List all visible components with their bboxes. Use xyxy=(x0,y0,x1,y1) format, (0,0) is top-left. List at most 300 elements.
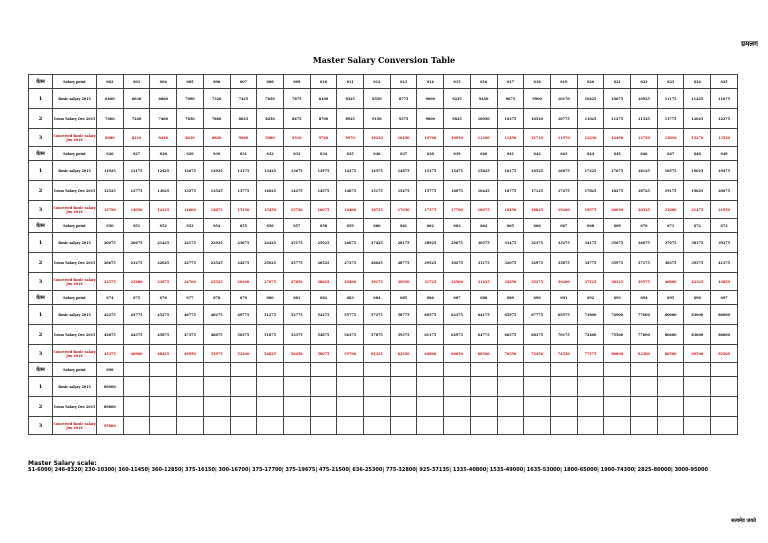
salary-point-cell: S97 xyxy=(711,291,738,305)
salary-scale-note xyxy=(28,460,744,474)
value-cell xyxy=(337,397,364,417)
value-cell: 22925 xyxy=(203,233,230,253)
value-cell: 7650 xyxy=(177,109,204,129)
value-cell: 92500 xyxy=(711,345,738,363)
header-sub-cell: Salary point xyxy=(53,147,97,161)
value-cell: 20075 xyxy=(711,181,738,201)
value-cell: 80800 xyxy=(604,345,631,363)
value-cell xyxy=(711,417,738,435)
salary-point-cell: S37 xyxy=(390,147,417,161)
header-label-cell: वेतन xyxy=(29,219,53,233)
value-cell: 12425 xyxy=(150,161,177,181)
value-cell: 28625 xyxy=(310,273,337,291)
value-cell: 8025 xyxy=(230,109,257,129)
value-cell: 71800 xyxy=(577,305,604,325)
value-cell xyxy=(524,417,551,435)
table-row xyxy=(29,377,738,397)
salary-point-cell: S12 xyxy=(364,75,391,89)
salary-point-cell: S14 xyxy=(417,75,444,89)
value-cell: 30575 xyxy=(470,233,497,253)
value-cell xyxy=(150,377,177,397)
value-cell: 7000 xyxy=(97,109,124,129)
value-cell: 58075 xyxy=(310,345,337,363)
value-cell: 32075 xyxy=(497,253,524,273)
value-cell: 11675 xyxy=(711,89,738,109)
value-cell: 61175 xyxy=(417,325,444,345)
value-cell: 72400 xyxy=(577,325,604,345)
value-cell: 86000 xyxy=(711,305,738,325)
value-cell xyxy=(337,417,364,435)
salary-point-cell: S49 xyxy=(711,147,738,161)
value-cell: 7090 xyxy=(177,89,204,109)
value-cell xyxy=(390,377,417,397)
value-cell: 62375 xyxy=(444,305,471,325)
value-cell: 7460 xyxy=(150,109,177,129)
value-cell: 65975 xyxy=(497,305,524,325)
value-cell xyxy=(177,377,204,397)
value-cell: 14875 xyxy=(390,161,417,181)
salary-point-cell: S42 xyxy=(524,147,551,161)
salary-point-cell: S48 xyxy=(684,147,711,161)
value-cell: 26525 xyxy=(310,253,337,273)
value-cell: 17825 xyxy=(577,181,604,201)
value-cell: 6630 xyxy=(123,89,150,109)
salary-point-cell: S03 xyxy=(123,75,150,89)
value-cell: 34175 xyxy=(577,233,604,253)
value-cell: 10170 xyxy=(550,89,577,109)
table-row xyxy=(29,397,738,417)
salary-point-cell: S81 xyxy=(283,291,310,305)
salary-point-cell: S93 xyxy=(604,291,631,305)
row-label-cell: Basic salary 2015 xyxy=(53,89,97,109)
salary-point-cell xyxy=(550,363,577,377)
value-cell: 14275 xyxy=(283,181,310,201)
salary-point-cell: S28 xyxy=(150,147,177,161)
value-cell: 95800 xyxy=(97,417,124,435)
value-cell xyxy=(470,377,497,397)
value-cell xyxy=(444,417,471,435)
value-cell xyxy=(123,377,150,397)
value-cell: 21275 xyxy=(123,253,150,273)
value-cell: 83000 xyxy=(684,305,711,325)
value-cell xyxy=(417,417,444,435)
value-cell: 18125 xyxy=(631,161,658,181)
value-cell: 12750 xyxy=(631,129,658,147)
value-cell: 13775 xyxy=(230,181,257,201)
value-cell: 27425 xyxy=(364,233,391,253)
value-cell: 40800 xyxy=(657,273,684,291)
value-cell xyxy=(657,397,684,417)
value-cell: 9970 xyxy=(337,129,364,147)
value-cell: 14275 xyxy=(337,161,364,181)
value-cell: 42325 xyxy=(684,273,711,291)
value-cell: 25025 xyxy=(257,253,284,273)
table-row xyxy=(29,129,738,147)
salary-point-cell: S19 xyxy=(550,75,577,89)
table-row xyxy=(29,89,738,109)
value-cell: 45875 xyxy=(150,325,177,345)
value-cell: 32500 xyxy=(444,273,471,291)
value-cell: 56450 xyxy=(283,345,310,363)
row-label-cell: Converted Basic salary Jan 2016 xyxy=(53,417,97,435)
row-label-cell: Gross Salary Dec 2015 xyxy=(53,253,97,273)
value-cell: 48875 xyxy=(203,325,230,345)
salary-point-cell: S50 xyxy=(97,219,124,233)
value-cell: 14600 xyxy=(177,201,204,219)
value-cell: 13275 xyxy=(177,181,204,201)
salary-point-cell xyxy=(470,363,497,377)
value-cell: 89600 xyxy=(97,397,124,417)
table-row xyxy=(29,233,738,253)
value-cell: 50375 xyxy=(230,325,257,345)
table-row xyxy=(29,273,738,291)
value-cell xyxy=(631,397,658,417)
value-cell: 10275 xyxy=(497,109,524,129)
value-cell: 7320 xyxy=(203,89,230,109)
value-cell: 59700 xyxy=(337,345,364,363)
salary-point-cell xyxy=(524,363,551,377)
value-cell xyxy=(230,417,257,435)
value-cell: 15750 xyxy=(283,201,310,219)
salary-point-cell xyxy=(123,363,150,377)
value-cell xyxy=(550,397,577,417)
value-cell: 13530 xyxy=(711,129,738,147)
salary-point-cell: S89 xyxy=(497,291,524,305)
value-cell xyxy=(177,397,204,417)
salary-point-cell xyxy=(150,363,177,377)
value-cell: 72450 xyxy=(524,345,551,363)
value-cell: 13010 xyxy=(657,129,684,147)
value-cell: 25775 xyxy=(283,253,310,273)
salary-point-cell: S17 xyxy=(497,75,524,89)
value-cell: 32975 xyxy=(524,253,551,273)
value-cell: 12275 xyxy=(711,109,738,129)
value-cell: 10210 xyxy=(364,129,391,147)
salary-point-cell xyxy=(257,363,284,377)
value-cell: 9600 xyxy=(417,109,444,129)
value-cell xyxy=(364,417,391,435)
salary-point-cell: S35 xyxy=(337,147,364,161)
salary-point-cell: S63 xyxy=(444,219,471,233)
value-cell xyxy=(257,397,284,417)
salary-point-cell: S62 xyxy=(417,219,444,233)
value-cell: 23525 xyxy=(203,253,230,273)
value-cell: 11970 xyxy=(550,129,577,147)
salary-scale-text: S1-6000| 246-8320| 230-10300| 360-11450| 360-12850| 375-16150| 300-16700| 375-17700| 375-19675| 475-21500| 636-25300| 775-32800| 925-37135| 1335-40800| 1535-49000| 1635-53000| 1800-65000| 1900-74300| 2825-80000| 3000-95000 xyxy=(28,467,708,473)
value-cell: 59375 xyxy=(390,325,417,345)
value-cell: 67775 xyxy=(524,305,551,325)
value-cell: 12230 xyxy=(577,129,604,147)
row-number-cell: 2 xyxy=(29,397,53,417)
value-cell xyxy=(257,377,284,397)
value-cell xyxy=(550,417,577,435)
row-number-cell: 1 xyxy=(29,233,53,253)
salary-point-cell: S78 xyxy=(203,291,230,305)
value-cell: 10950 xyxy=(444,129,471,147)
salary-point-cell: S20 xyxy=(577,75,604,89)
value-cell: 7875 xyxy=(283,89,310,109)
salary-point-cell: S22 xyxy=(631,75,658,89)
row-number-cell: 2 xyxy=(29,325,53,345)
value-cell xyxy=(230,377,257,397)
value-cell: 32375 xyxy=(524,233,551,253)
value-cell: 16400 xyxy=(337,201,364,219)
value-cell: 28775 xyxy=(390,253,417,273)
value-cell: 14575 xyxy=(310,181,337,201)
salary-point-cell: S68 xyxy=(577,219,604,233)
salary-point-cell: S75 xyxy=(123,291,150,305)
value-cell: 16075 xyxy=(310,201,337,219)
value-cell: 9510 xyxy=(283,129,310,147)
value-cell: 16875 xyxy=(550,161,577,181)
salary-point-header-row xyxy=(29,291,738,305)
value-cell: 12175 xyxy=(123,161,150,181)
salary-point-cell: S05 xyxy=(177,75,204,89)
value-cell: 25925 xyxy=(310,233,337,253)
row-label-cell: Gross Salary Dec 2015 xyxy=(53,109,97,129)
value-cell: 11425 xyxy=(684,89,711,109)
value-cell: 53375 xyxy=(283,325,310,345)
salary-point-cell: S16 xyxy=(470,75,497,89)
value-cell xyxy=(150,397,177,417)
value-cell: 68500 xyxy=(470,345,497,363)
value-cell: 39575 xyxy=(684,253,711,273)
salary-conversion-table xyxy=(28,74,738,435)
value-cell: 38375 xyxy=(657,253,684,273)
salary-point-cell: S08 xyxy=(257,75,284,89)
value-cell: 66575 xyxy=(497,325,524,345)
value-cell: 29675 xyxy=(444,233,471,253)
salary-point-cell: S02 xyxy=(97,75,124,89)
value-cell: 12525 xyxy=(97,181,124,201)
value-cell: 8100 xyxy=(310,89,337,109)
header-label-cell: वेतन xyxy=(29,363,53,377)
value-cell: 14875 xyxy=(337,181,364,201)
salary-point-cell: S85 xyxy=(390,291,417,305)
value-cell: 56375 xyxy=(337,325,364,345)
salary-point-cell: S66 xyxy=(524,219,551,233)
value-cell: 19025 xyxy=(684,161,711,181)
salary-point-cell: S74 xyxy=(97,291,124,305)
value-cell: 15775 xyxy=(417,181,444,201)
value-cell: 7425 xyxy=(230,89,257,109)
value-cell xyxy=(203,417,230,435)
header-sub-cell: Salary point xyxy=(53,291,97,305)
value-cell xyxy=(684,417,711,435)
value-cell: 27850 xyxy=(283,273,310,291)
value-cell xyxy=(203,377,230,397)
row-number-cell: 3 xyxy=(29,201,53,219)
value-cell xyxy=(577,377,604,397)
salary-point-header-row xyxy=(29,147,738,161)
value-cell: 39575 xyxy=(631,273,658,291)
value-cell: 49775 xyxy=(230,305,257,325)
value-cell: 9225 xyxy=(444,89,471,109)
value-cell: 13425 xyxy=(257,161,284,181)
row-number-cell: 3 xyxy=(29,417,53,435)
value-cell: 27275 xyxy=(337,253,364,273)
value-cell: 36200 xyxy=(550,273,577,291)
row-label-cell: Gross Salary Dec 2015 xyxy=(53,325,97,345)
value-cell xyxy=(497,377,524,397)
value-cell: 10775 xyxy=(550,109,577,129)
value-cell xyxy=(711,397,738,417)
row-number-cell: 2 xyxy=(29,109,53,129)
header-sub-cell: Salary point xyxy=(53,219,97,233)
salary-point-cell: S79 xyxy=(230,291,257,305)
salary-point-cell: S39 xyxy=(444,147,471,161)
page-title: Master Salary Conversion Table xyxy=(312,55,456,65)
salary-point-cell: S54 xyxy=(203,219,230,233)
header-label-cell: वेतन xyxy=(29,75,53,89)
value-cell: 8210 xyxy=(123,129,150,147)
value-cell: 9740 xyxy=(310,129,337,147)
row-number-cell: 2 xyxy=(29,181,53,201)
value-cell: 21425 xyxy=(150,233,177,253)
value-cell: 54825 xyxy=(257,345,284,363)
value-cell: 23280 xyxy=(123,273,150,291)
value-cell: 8410 xyxy=(150,129,177,147)
value-cell: 17225 xyxy=(577,161,604,181)
value-cell: 10425 xyxy=(577,89,604,109)
row-label-cell: Converted Basic salary Jan 2016 xyxy=(53,273,97,291)
salary-point-cell: S77 xyxy=(177,291,204,305)
value-cell: 23975 xyxy=(150,273,177,291)
value-cell: 24700 xyxy=(177,273,204,291)
value-cell: 9450 xyxy=(470,89,497,109)
value-cell: 34350 xyxy=(497,273,524,291)
salary-point-cell xyxy=(337,363,364,377)
value-cell: 77600 xyxy=(631,325,658,345)
value-cell xyxy=(604,417,631,435)
salary-point-cell: S45 xyxy=(604,147,631,161)
value-cell: 21950 xyxy=(711,201,738,219)
value-cell: 8820 xyxy=(203,129,230,147)
value-cell: 9375 xyxy=(390,109,417,129)
table-row xyxy=(29,417,738,435)
salary-point-cell: S47 xyxy=(657,147,684,161)
value-cell: 29525 xyxy=(417,253,444,273)
salary-point-cell: S36 xyxy=(364,147,391,161)
value-cell: 8550 xyxy=(364,89,391,109)
value-cell xyxy=(524,377,551,397)
row-label-cell: Basic salary 2015 xyxy=(53,305,97,325)
salary-point-cell: S40 xyxy=(470,147,497,161)
salary-point-cell xyxy=(711,363,738,377)
value-cell xyxy=(150,417,177,435)
value-cell: 14025 xyxy=(257,181,284,201)
value-cell xyxy=(310,377,337,397)
salary-point-cell: S72 xyxy=(684,219,711,233)
value-cell: 8250 xyxy=(257,109,284,129)
value-cell: 86500 xyxy=(657,345,684,363)
value-cell: 37125 xyxy=(577,273,604,291)
value-cell xyxy=(604,377,631,397)
salary-point-cell xyxy=(657,363,684,377)
salary-point-cell: S76 xyxy=(150,291,177,305)
salary-point-cell xyxy=(203,363,230,377)
value-cell xyxy=(524,397,551,417)
value-cell: 17125 xyxy=(524,181,551,201)
salary-point-cell: S43 xyxy=(550,147,577,161)
value-cell xyxy=(257,417,284,435)
value-cell: 17475 xyxy=(550,181,577,201)
value-cell: 16725 xyxy=(364,201,391,219)
value-cell: 16525 xyxy=(524,161,551,181)
value-cell xyxy=(417,377,444,397)
salary-point-cell: S59 xyxy=(337,219,364,233)
value-cell: 7240 xyxy=(123,109,150,129)
value-cell: 34775 xyxy=(577,253,604,273)
value-cell: 7860 xyxy=(203,109,230,129)
value-cell: 9675 xyxy=(497,89,524,109)
value-cell: 57875 xyxy=(364,325,391,345)
value-cell xyxy=(390,397,417,417)
value-cell: 43850 xyxy=(711,273,738,291)
value-cell: 15175 xyxy=(364,181,391,201)
salary-point-cell: S53 xyxy=(177,219,204,233)
salary-point-cell: S27 xyxy=(123,147,150,161)
value-cell xyxy=(577,417,604,435)
value-cell: 10925 xyxy=(631,89,658,109)
value-cell: 61325 xyxy=(364,345,391,363)
value-cell xyxy=(230,397,257,417)
salary-point-cell: S31 xyxy=(230,147,257,161)
salary-point-cell: S24 xyxy=(684,75,711,89)
value-cell: 62975 xyxy=(444,325,471,345)
value-cell xyxy=(123,397,150,417)
value-cell: 14325 xyxy=(150,201,177,219)
value-cell: 19575 xyxy=(577,201,604,219)
value-cell: 17050 xyxy=(390,201,417,219)
value-cell: 19200 xyxy=(550,201,577,219)
salary-point-cell xyxy=(417,363,444,377)
salary-point-cell: S25 xyxy=(711,75,738,89)
table-row xyxy=(29,109,738,129)
value-cell: 36075 xyxy=(631,233,658,253)
value-cell: 20675 xyxy=(123,233,150,253)
salary-point-cell: S92 xyxy=(577,291,604,305)
row-number-cell: 1 xyxy=(29,377,53,397)
value-cell: 35975 xyxy=(604,253,631,273)
value-cell: 11200 xyxy=(470,129,497,147)
value-cell: 12025 xyxy=(684,109,711,129)
value-cell: 15475 xyxy=(444,161,471,181)
value-cell: 18725 xyxy=(631,181,658,201)
salary-point-cell: S34 xyxy=(310,147,337,161)
value-cell xyxy=(684,397,711,417)
value-cell: 24275 xyxy=(230,253,257,273)
value-cell: 17375 xyxy=(417,201,444,219)
value-cell: 6400 xyxy=(97,89,124,109)
value-cell: 19625 xyxy=(684,181,711,201)
value-cell: 80600 xyxy=(657,325,684,345)
value-cell: 51875 xyxy=(257,325,284,345)
salary-point-cell: S23 xyxy=(657,75,684,89)
value-cell: 12775 xyxy=(123,181,150,201)
value-cell: 11925 xyxy=(97,161,124,181)
salary-point-cell: S71 xyxy=(657,219,684,233)
value-cell xyxy=(310,417,337,435)
value-cell: 27075 xyxy=(257,273,284,291)
value-cell: 10450 xyxy=(390,129,417,147)
value-cell: 22575 xyxy=(97,273,124,291)
salary-point-cell: S64 xyxy=(470,219,497,233)
salary-point-cell xyxy=(390,363,417,377)
value-cell: 64800 xyxy=(417,345,444,363)
value-cell xyxy=(444,397,471,417)
value-cell xyxy=(417,397,444,417)
